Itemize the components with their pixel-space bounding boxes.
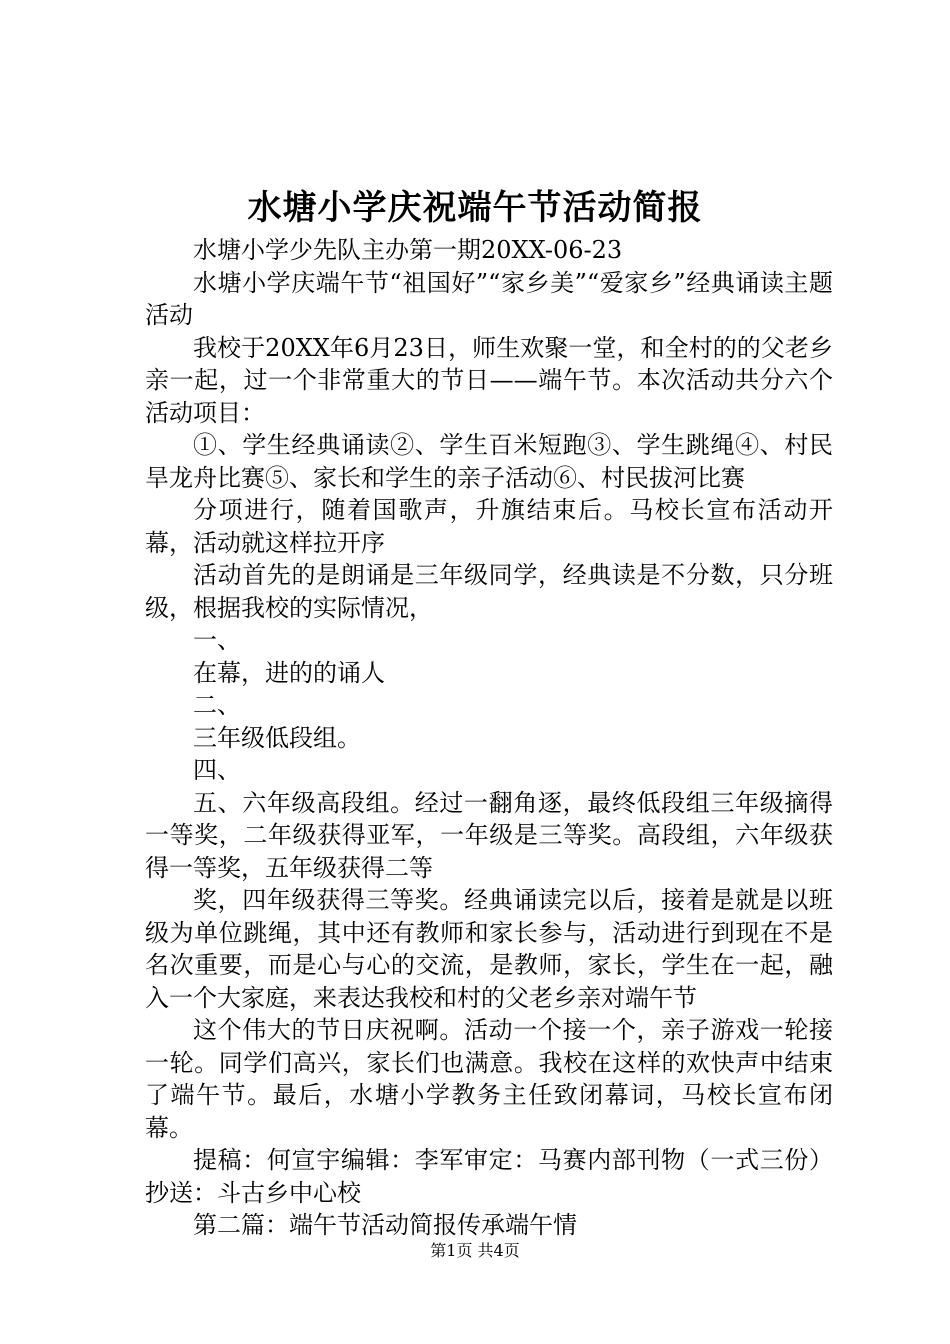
document-title: 水塘小学庆祝端午节活动简报 [247,188,703,228]
document-body [145,234,833,1242]
paragraph-results-continued: 奖，四年级获得三等奖。经典诵读完以后，接着是就是以班级为单位跳绳，其中还有教师和家长参与，活动进行到现在不是名次重要，而是心与心的交流，是教师，家长，学生在一起，融入一个大家庭，来表达我校和村的父老乡亲对端午节 [145,886,833,1012]
paragraph-item-1: 一、 [193,626,241,654]
paragraph-item-2: 二、 [193,691,241,719]
paragraph-intro: 我校于20XX年6月23日，师生欢聚一堂，和全村的的父老乡亲一起，过一个非常重大的节日——端午节。本次活动共分六个活动项目： [145,333,833,427]
paragraph-closing: 这个伟大的节日庆祝啊。活动一个接一个，亲子游戏一轮接一轮。同学们高兴，家长们也满意。我校在这样的欢快声中结束了端午节。最后，水塘小学教务主任致闭幕词，马校长宣布闭幕。 [145,1016,833,1142]
paragraph-issue-info: 水塘小学少先队主办第一期20XX-06-23 [193,236,623,264]
paragraph-item-1-text: 在幕，进的的诵人 [193,658,385,687]
paragraph-item-2-text: 三年级低段组。 [193,723,361,752]
page-footer: 第1页 共4页 [430,1241,520,1260]
paragraph-activity-list: ①、学生经典诵读②、学生百米短跑③、学生跳绳④、村民旱龙舟比赛⑤、家长和学生的亲子活动⑥、村民拔河比赛 [145,431,833,492]
paragraph-results: 五、六年级高段组。经过一翻角逐，最终低段组三年级摘得一等奖，二年级获得亚军，一年级是三等奖。高段组，六年级获得一等奖，五年级获得二等 [145,788,833,882]
paragraph-item-4: 四、 [193,756,241,784]
paragraph-subtitle: 水塘小学庆端午节“祖国好”“家乡美”“爱家乡”经典诵读主题活动 [145,268,833,329]
paragraph-opening: 分项进行，随着国歌声，升旗结束后。马校长宣布活动开幕，活动就这样拉开序 [145,496,833,557]
paragraph-next-article: 第二篇：端午节活动简报传承端午情 [193,1211,577,1239]
paragraph-recitation: 活动首先的是朗诵是三年级同学，经典读是不分数，只分班级，根据我校的实际情况， [145,561,833,622]
paragraph-credits: 提稿：何宣宇编辑：李军审定：马赛内部刊物（一式三份）抄送：斗古乡中心校 [145,1146,833,1207]
